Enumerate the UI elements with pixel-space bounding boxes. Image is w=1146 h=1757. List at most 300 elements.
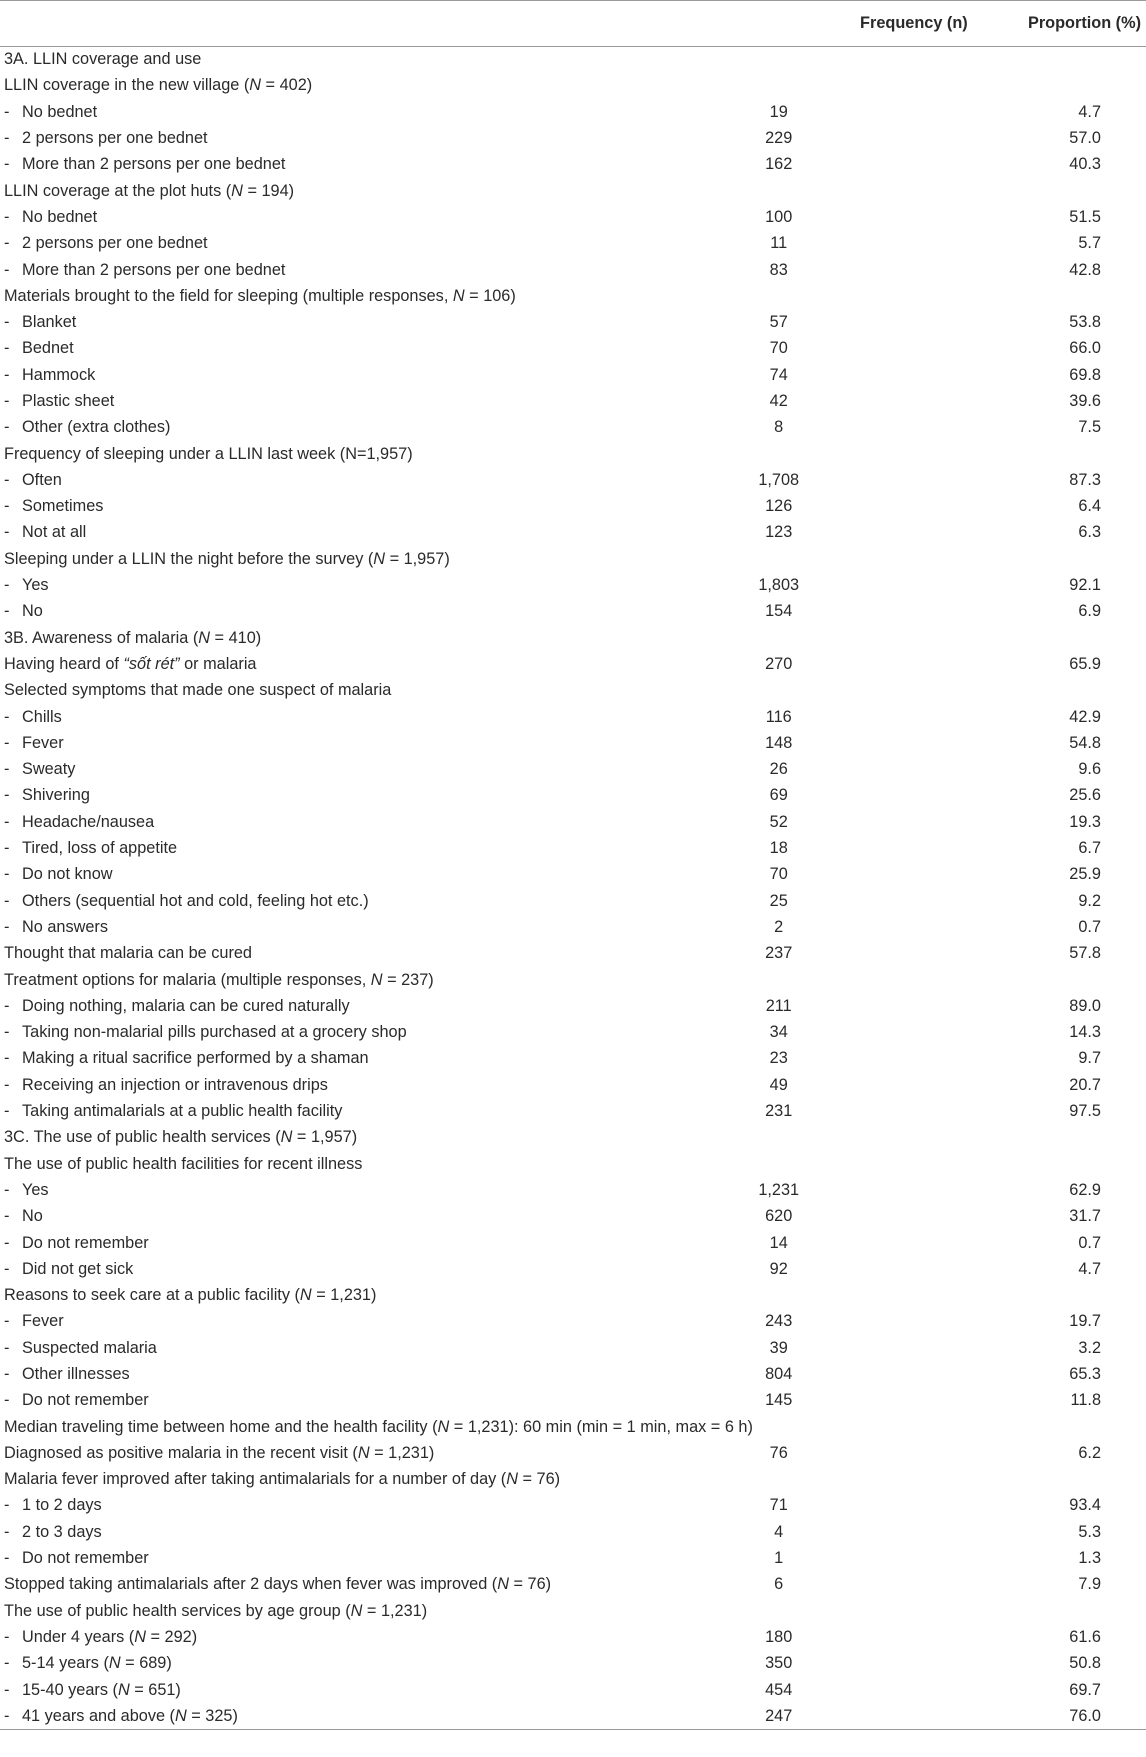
row-label-post: = 76) <box>518 1470 561 1489</box>
row-label <box>0 231 753 257</box>
row-label-text: Making a ritual sacrifice performed by a shaman <box>22 1049 369 1068</box>
row-label <box>0 125 753 151</box>
row-frequency <box>753 941 968 967</box>
row-label-pre: 41 years and above ( <box>22 1706 175 1725</box>
row-proportion: 0.7 <box>1078 917 1101 936</box>
frequency-value: 247 <box>765 1706 793 1725</box>
row-proportion <box>968 47 1146 73</box>
row-label-text: 3A. LLIN coverage and use <box>4 50 202 69</box>
row-label-post: = 194) <box>242 181 295 200</box>
row-proportion: 19.7 <box>1069 1312 1101 1331</box>
header-frequency: Frequency (n) <box>753 1 968 47</box>
row-label-pre: The use of public health services by age group ( <box>4 1601 351 1620</box>
frequency-value: 100 <box>765 207 793 226</box>
row-label <box>0 757 753 783</box>
row-proportion: 4.7 <box>1078 102 1101 121</box>
row-label-post: = 1,231): 60 min (min = 1 min, max = 6 h) <box>449 1417 753 1436</box>
row-label-text: Fever <box>22 733 64 752</box>
table-row-sub <box>0 257 1146 283</box>
row-proportion: 97.5 <box>1069 1102 1101 1121</box>
table-row <box>0 651 1146 677</box>
bullet-dash: - <box>4 1654 10 1673</box>
row-label <box>0 1230 753 1256</box>
row-frequency <box>753 1440 968 1466</box>
table-row-sub <box>0 1019 1146 1045</box>
table-row-sub <box>0 914 1146 940</box>
table-row-sub <box>0 1651 1146 1677</box>
bullet-dash: - <box>4 1364 10 1383</box>
row-frequency <box>753 1204 968 1230</box>
row-label-text: Tired, loss of appetite <box>22 839 178 858</box>
row-label <box>0 520 753 546</box>
row-label <box>0 1361 753 1387</box>
row-label <box>0 1414 753 1440</box>
row-proportion: 66.0 <box>1069 339 1101 358</box>
table-row-sub <box>0 309 1146 335</box>
row-frequency <box>753 204 968 230</box>
table-row-sub <box>0 1098 1146 1124</box>
table-row-sub <box>0 1335 1146 1361</box>
row-label-italic: N <box>350 1601 363 1620</box>
row-label-text: More than 2 persons per one bednet <box>22 260 286 279</box>
row-proportion: 40.3 <box>1069 155 1101 174</box>
bullet-dash: - <box>4 523 10 542</box>
row-frequency <box>753 1545 968 1571</box>
row-label <box>0 783 753 809</box>
row-proportion: 54.8 <box>1069 733 1101 752</box>
row-label-text: Do not remember <box>22 1233 149 1252</box>
row-frequency <box>753 1177 968 1203</box>
row-label-text: Fever <box>22 1312 64 1331</box>
bullet-dash: - <box>4 497 10 516</box>
row-label-text: Often <box>22 470 62 489</box>
row-frequency <box>753 1230 968 1256</box>
row-label <box>0 362 753 388</box>
table-row-sub <box>0 1177 1146 1203</box>
bullet-dash: - <box>4 917 10 936</box>
table-row-sub <box>0 1677 1146 1703</box>
table-row-sub <box>0 1230 1146 1256</box>
frequency-value: 71 <box>769 1496 788 1515</box>
row-frequency <box>753 520 968 546</box>
row-frequency <box>753 704 968 730</box>
row-proportion: 42.9 <box>1069 707 1101 726</box>
row-proportion: 57.8 <box>1069 944 1101 963</box>
frequency-value: 180 <box>765 1627 793 1646</box>
table-row-sub <box>0 1046 1146 1072</box>
table-row-sub <box>0 520 1146 546</box>
row-label <box>0 730 753 756</box>
bullet-dash: - <box>4 891 10 910</box>
row-frequency <box>753 1361 968 1387</box>
row-label <box>0 1493 753 1519</box>
row-label-italic: N <box>117 1680 130 1699</box>
row-label-text: Sweaty <box>22 760 76 779</box>
table-row <box>0 546 1146 572</box>
row-label <box>0 809 753 835</box>
row-frequency <box>753 888 968 914</box>
bullet-dash: - <box>4 260 10 279</box>
bullet-dash: - <box>4 1627 10 1646</box>
row-label-italic: N <box>299 1286 312 1305</box>
row-frequency <box>753 467 968 493</box>
row-proportion <box>968 967 1146 993</box>
row-proportion: 5.7 <box>1078 234 1101 253</box>
table-row-sub <box>0 125 1146 151</box>
row-proportion: 69.7 <box>1069 1680 1101 1699</box>
row-frequency <box>753 1019 968 1045</box>
frequency-value: 237 <box>765 944 793 963</box>
row-frequency <box>753 967 968 993</box>
row-proportion: 7.9 <box>1078 1575 1101 1594</box>
table-row-sub <box>0 862 1146 888</box>
row-label <box>0 467 753 493</box>
row-label-pre: Malaria fever improved after taking antimalarials for a number of day ( <box>4 1470 507 1489</box>
row-label <box>0 73 753 99</box>
frequency-value: 34 <box>769 1023 788 1042</box>
row-label-text: Other (extra clothes) <box>22 418 171 437</box>
row-frequency <box>753 1572 968 1598</box>
row-proportion <box>968 1151 1146 1177</box>
row-label <box>0 1204 753 1230</box>
row-label <box>0 888 753 914</box>
row-label-italic: N <box>198 628 211 647</box>
row-label-pre: LLIN coverage at the plot huts ( <box>4 181 232 200</box>
row-label-text: Selected symptoms that made one suspect of malaria <box>4 681 392 700</box>
row-label-text: Frequency of sleeping under a LLIN last week (N=1,957) <box>4 444 413 463</box>
frequency-value: 23 <box>769 1049 788 1068</box>
frequency-value: 620 <box>765 1207 793 1226</box>
bullet-dash: - <box>4 470 10 489</box>
frequency-value: 231 <box>765 1102 793 1121</box>
bullet-dash: - <box>4 418 10 437</box>
row-label <box>0 1309 753 1335</box>
row-label-post: or malaria <box>179 654 257 673</box>
row-proportion: 93.4 <box>1069 1496 1101 1515</box>
row-frequency <box>753 1046 968 1072</box>
frequency-value: 11 <box>770 234 788 253</box>
frequency-value: 1,803 <box>758 576 800 595</box>
table-row-sub <box>0 1519 1146 1545</box>
table-row <box>0 1572 1146 1598</box>
row-label <box>0 941 753 967</box>
row-frequency <box>753 362 968 388</box>
frequency-value: 74 <box>769 365 788 384</box>
table-row-sub <box>0 1204 1146 1230</box>
frequency-value: 26 <box>769 760 788 779</box>
row-frequency <box>753 1098 968 1124</box>
row-proportion <box>968 283 1146 309</box>
frequency-value: 92 <box>769 1259 788 1278</box>
row-proportion: 65.3 <box>1069 1364 1101 1383</box>
bullet-dash: - <box>4 1075 10 1094</box>
frequency-value: 76 <box>769 1443 788 1462</box>
frequency-value: 8 <box>774 418 784 437</box>
bullet-dash: - <box>4 1180 10 1199</box>
row-label-italic: N <box>506 1470 518 1489</box>
row-frequency <box>753 599 968 625</box>
row-frequency <box>753 1282 968 1308</box>
frequency-value: 18 <box>769 839 788 858</box>
table-row-sub <box>0 835 1146 861</box>
row-frequency <box>753 757 968 783</box>
bullet-dash: - <box>4 1706 10 1725</box>
frequency-value: 126 <box>765 497 793 516</box>
row-label-text: Taking non-malarial pills purchased at a grocery shop <box>22 1023 407 1042</box>
row-label-italic: N <box>373 549 386 568</box>
row-label-text: Hammock <box>22 365 96 384</box>
frequency-value: 454 <box>765 1680 793 1699</box>
row-proportion: 6.9 <box>1078 602 1101 621</box>
row-label <box>0 47 753 73</box>
row-frequency <box>753 651 968 677</box>
row-label-pre: 15-40 years ( <box>22 1680 118 1699</box>
table-row <box>0 967 1146 993</box>
row-frequency <box>753 47 968 73</box>
row-label-italic: N <box>280 1128 293 1147</box>
table-row <box>0 1598 1146 1624</box>
row-proportion: 9.2 <box>1078 891 1101 910</box>
row-frequency <box>753 1651 968 1677</box>
bullet-dash: - <box>4 129 10 148</box>
bullet-dash: - <box>4 1522 10 1541</box>
bullet-dash: - <box>4 576 10 595</box>
row-proportion <box>968 73 1146 99</box>
frequency-value: 70 <box>769 339 788 358</box>
row-frequency <box>753 625 968 651</box>
table-row <box>0 678 1146 704</box>
row-label-pre: 3B. Awareness of malaria ( <box>4 628 199 647</box>
row-frequency <box>753 257 968 283</box>
row-label-post: = 237) <box>382 970 434 989</box>
bullet-dash: - <box>4 996 10 1015</box>
frequency-value: 57 <box>769 313 788 332</box>
row-frequency <box>753 862 968 888</box>
frequency-value: 19 <box>769 102 788 121</box>
frequency-value: 83 <box>769 260 788 279</box>
row-label <box>0 1624 753 1650</box>
row-label-post: = 1,957) <box>385 549 450 568</box>
row-label <box>0 599 753 625</box>
row-proportion: 3.2 <box>1078 1338 1101 1357</box>
table-row <box>0 1282 1146 1308</box>
row-label-post: = 325) <box>186 1706 238 1725</box>
table-header <box>0 1 1146 47</box>
row-label <box>0 1388 753 1414</box>
table-row-sub <box>0 231 1146 257</box>
table-row-sub <box>0 494 1146 520</box>
row-label-text: No bednet <box>22 207 98 226</box>
row-label-italic: N <box>249 76 262 95</box>
row-label-text: Suspected malaria <box>22 1338 157 1357</box>
frequency-value: 270 <box>765 654 793 673</box>
table-row-sub <box>0 99 1146 125</box>
bullet-dash: - <box>4 1259 10 1278</box>
table-row <box>0 283 1146 309</box>
row-proportion <box>968 1467 1146 1493</box>
row-label <box>0 1572 753 1598</box>
row-proportion: 0.7 <box>1078 1233 1101 1252</box>
row-proportion: 6.7 <box>1078 839 1101 858</box>
row-label-text: No answers <box>22 917 108 936</box>
table-row-sub <box>0 809 1146 835</box>
row-label <box>0 862 753 888</box>
table-row <box>0 178 1146 204</box>
row-label <box>0 283 753 309</box>
table-row-sub <box>0 599 1146 625</box>
frequency-value: 69 <box>769 786 788 805</box>
header-row <box>0 1 1146 47</box>
row-label-text: Receiving an injection or intravenous drips <box>22 1075 328 1094</box>
row-label <box>0 1125 753 1151</box>
row-proportion: 6.3 <box>1078 523 1101 542</box>
row-proportion <box>968 1125 1146 1151</box>
bullet-dash: - <box>4 1023 10 1042</box>
row-proportion: 69.8 <box>1069 365 1101 384</box>
row-proportion: 51.5 <box>1069 207 1101 226</box>
table-row <box>0 441 1146 467</box>
row-label <box>0 1598 753 1624</box>
row-label-text: Taking antimalarials at a public health facility <box>22 1102 343 1121</box>
row-label-text: Chills <box>22 707 62 726</box>
row-frequency <box>753 993 968 1019</box>
table-row-sub <box>0 783 1146 809</box>
row-label-post: = 689) <box>120 1654 172 1673</box>
table-row-sub <box>0 467 1146 493</box>
frequency-value: 42 <box>769 392 788 410</box>
table-row-sub <box>0 572 1146 598</box>
row-proportion: 25.9 <box>1069 865 1101 884</box>
header-label <box>0 1 753 47</box>
bullet-dash: - <box>4 1680 10 1699</box>
frequency-value: 229 <box>765 129 793 148</box>
row-frequency <box>753 1493 968 1519</box>
row-label <box>0 1651 753 1677</box>
row-label-text: Bednet <box>22 339 74 358</box>
row-label-pre: Median traveling time between home and the health facility ( <box>4 1417 438 1436</box>
bullet-dash: - <box>4 1233 10 1252</box>
row-label-post: = 1,231) <box>369 1443 435 1462</box>
bullet-dash: - <box>4 102 10 121</box>
row-frequency <box>753 152 968 178</box>
row-frequency <box>753 1256 968 1282</box>
table-row-sub <box>0 1388 1146 1414</box>
row-proportion: 76.0 <box>968 1703 1146 1729</box>
row-label-post: = 1,957) <box>292 1128 358 1147</box>
table-row-sub <box>0 336 1146 362</box>
row-proportion: 20.7 <box>1069 1075 1101 1094</box>
row-proportion: 9.6 <box>1078 760 1101 779</box>
row-label-text: 2 persons per one bednet <box>22 129 208 148</box>
table-body <box>0 47 1146 1730</box>
table-row-sub <box>0 757 1146 783</box>
frequency-value: 52 <box>769 812 788 831</box>
table-row-sub <box>0 1256 1146 1282</box>
frequency-value: 1,708 <box>758 470 800 489</box>
frequency-value: 1 <box>774 1549 784 1568</box>
row-label <box>0 1677 753 1703</box>
row-label-pre: Under 4 years ( <box>22 1627 135 1646</box>
row-proportion: 19.3 <box>1069 812 1101 831</box>
row-proportion: 61.6 <box>1069 1627 1101 1646</box>
row-frequency <box>753 441 968 467</box>
row-label-italic: N <box>231 181 243 200</box>
row-label-text: Plastic sheet <box>22 392 115 410</box>
row-frequency <box>753 1467 968 1493</box>
bullet-dash: - <box>4 1049 10 1068</box>
row-label-text: No <box>22 602 43 621</box>
row-label-post: = 76) <box>508 1575 552 1594</box>
table-row-sub <box>0 1703 1146 1729</box>
row-proportion <box>968 178 1146 204</box>
row-proportion: 62.9 <box>1069 1180 1101 1199</box>
row-label <box>0 1046 753 1072</box>
row-label <box>0 704 753 730</box>
row-frequency <box>753 730 968 756</box>
table-row-sub <box>0 730 1146 756</box>
row-label-post: = 1,231) <box>311 1286 377 1305</box>
row-frequency <box>753 283 968 309</box>
row-label-text: Thought that malaria can be cured <box>4 944 252 963</box>
row-label-italic: “sốt rét” <box>123 654 180 673</box>
row-proportion: 31.7 <box>1069 1207 1101 1226</box>
row-frequency <box>753 1414 968 1440</box>
row-label-text: Yes <box>22 576 49 595</box>
row-frequency <box>753 835 968 861</box>
row-proportion: 14.3 <box>1069 1023 1101 1042</box>
row-label-post: = 292) <box>145 1627 198 1646</box>
row-label <box>0 388 753 414</box>
row-label-pre: LLIN coverage in the new village ( <box>4 76 250 95</box>
row-label-text: Sometimes <box>22 497 104 516</box>
row-proportion: 9.7 <box>1078 1049 1101 1068</box>
row-label-text: No bednet <box>22 102 98 121</box>
row-frequency <box>753 1072 968 1098</box>
row-label-pre: Materials brought to the field for sleeping (multiple responses, <box>4 286 453 305</box>
bullet-dash: - <box>4 1102 10 1121</box>
row-frequency <box>753 125 968 151</box>
frequency-value: 145 <box>765 1391 793 1410</box>
row-proportion: 25.6 <box>1069 786 1101 805</box>
row-label-text: Headache/nausea <box>22 812 155 831</box>
row-label <box>0 152 753 178</box>
table-row-sub <box>0 362 1146 388</box>
row-label-text: Blanket <box>22 313 77 332</box>
row-proportion: 6.4 <box>1078 497 1101 516</box>
row-frequency <box>753 1519 968 1545</box>
row-label <box>0 494 753 520</box>
bullet-dash: - <box>4 1207 10 1226</box>
row-label-text: 2 persons per one bednet <box>22 234 208 253</box>
bullet-dash: - <box>4 812 10 831</box>
row-proportion: 4.7 <box>1078 1259 1101 1278</box>
table-row <box>0 1440 1146 1466</box>
table-row-sub <box>0 704 1146 730</box>
row-label <box>0 1072 753 1098</box>
row-label-italic: N <box>452 286 465 305</box>
table-row <box>0 73 1146 99</box>
row-label-post: = 402) <box>261 76 313 95</box>
table-row-sub <box>0 152 1146 178</box>
table-row-sub <box>0 204 1146 230</box>
row-proportion <box>968 1414 1146 1440</box>
row-frequency <box>753 388 968 414</box>
row-label-pre: 5-14 years ( <box>22 1654 109 1673</box>
row-frequency <box>753 914 968 940</box>
row-proportion: 57.0 <box>1069 129 1101 148</box>
bullet-dash: - <box>4 1391 10 1410</box>
row-label <box>0 99 753 125</box>
